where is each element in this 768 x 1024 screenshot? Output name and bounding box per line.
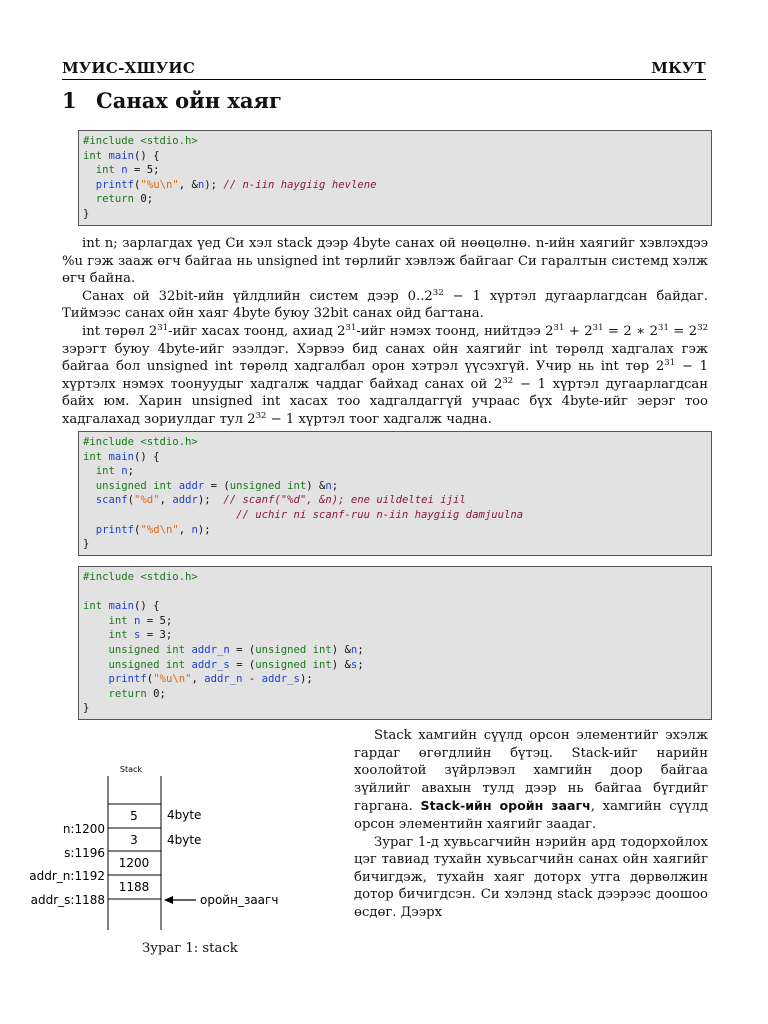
code-token: ) & xyxy=(306,479,326,492)
code-token: main xyxy=(108,149,135,162)
address-label: addr_s:1188 xyxy=(30,893,105,907)
code-token: = 5; xyxy=(127,164,160,177)
code-token xyxy=(83,673,109,685)
code-token xyxy=(83,629,109,641)
code-token: s xyxy=(134,629,141,642)
figure-caption: Зураг 1: stack xyxy=(142,941,238,956)
code-token: int xyxy=(108,614,135,627)
code-line xyxy=(83,658,707,673)
stack-cell-value: 1200 xyxy=(118,856,150,870)
code-token: main xyxy=(108,450,135,463)
stack-title: Stack xyxy=(119,765,143,774)
code-line xyxy=(83,450,707,465)
code-token: ); xyxy=(197,494,224,507)
code-token: , xyxy=(191,673,205,686)
code-token: int xyxy=(95,164,122,177)
stack-pointer-label: оройн_заагч xyxy=(200,893,279,907)
body-text-1 xyxy=(62,235,708,429)
code-token: = ( xyxy=(204,479,230,492)
code-token: "%d\n" xyxy=(140,523,179,536)
code-token: "%u\n" xyxy=(140,178,179,191)
code-token: unsigned int xyxy=(108,643,192,656)
code-line xyxy=(83,687,707,702)
code-line xyxy=(83,701,707,716)
code-token: } xyxy=(83,702,90,715)
code-token: unsigned int xyxy=(255,658,332,671)
code-line xyxy=(83,178,707,193)
code-token: int xyxy=(108,629,135,642)
code-token: ); xyxy=(299,673,313,686)
code-line xyxy=(83,207,707,222)
code-token: , xyxy=(178,523,192,536)
code-token: n xyxy=(134,614,141,627)
code-token: ( xyxy=(127,494,135,507)
code-line xyxy=(83,479,707,494)
code-token xyxy=(83,465,96,477)
code-token: printf xyxy=(95,178,135,191)
code-token xyxy=(83,480,96,492)
code-line xyxy=(83,643,707,658)
stack-cell-value: 1188 xyxy=(118,880,150,894)
address-label: n:1200 xyxy=(62,822,105,836)
code-token: // uchir ni scanf-ruu n-iin haygiig damjuulna xyxy=(236,508,524,521)
code-token xyxy=(83,509,236,521)
cell-size-label: 4byte xyxy=(167,808,202,822)
running-header xyxy=(62,57,706,80)
code-token: addr_s xyxy=(261,673,300,686)
code-token: = ( xyxy=(229,658,256,671)
code-token: // n-iin haygiig hevlene xyxy=(223,178,377,191)
code-token: } xyxy=(83,538,90,551)
code-token xyxy=(83,179,96,191)
code-token: printf xyxy=(95,523,135,536)
code-line xyxy=(83,614,707,629)
code-line xyxy=(83,508,707,523)
code-token: ( xyxy=(134,523,141,536)
pointer-arrow-head xyxy=(164,896,173,904)
code-token: addr_s xyxy=(191,658,230,671)
code-line xyxy=(83,585,707,600)
paragraph: Stack хамгийн сүүлд орсон элементийг эхэлж гардаг өгөгдлийн бүтэц. Stack-ийг нарийн хоолойтой зүйрлэвэл хамгийн доор байгаа зүйлийг авахын тулд дээр нь байгаа бүгдийг гаргана. Stack-ийн оройн заагч, хамгийн сүүлд орсон элементийн хаягийг заадаг. xyxy=(354,728,708,832)
code-token: ; xyxy=(331,479,339,492)
code-token: return xyxy=(108,687,154,700)
code-line xyxy=(83,523,707,538)
code-token: int xyxy=(83,149,109,162)
paragraph: Санах ой 32bit-ийн үйлдлийн систем дээр $0..2^{32} - 1$ хүртэл дугаарлагдсан байдаг. Тиймээс санах ойн хаяг 4byte буюу 32bit санах ойд багтана. xyxy=(62,287,708,322)
code-token: ) & xyxy=(331,658,351,671)
code-line xyxy=(83,464,707,479)
code-token xyxy=(83,659,109,671)
stack-cell-value: 5 xyxy=(130,809,138,823)
code-token xyxy=(83,193,96,205)
code-token: scanf xyxy=(95,494,128,507)
code-line xyxy=(83,628,707,643)
code-token: unsigned int xyxy=(229,479,307,492)
code-line xyxy=(83,163,707,178)
code-token: = 3; xyxy=(140,629,173,642)
code-token xyxy=(83,164,96,176)
code-token: #include <stdio.h> xyxy=(83,135,198,147)
code-token xyxy=(83,524,96,536)
code-token: n xyxy=(325,479,332,492)
code-line xyxy=(83,134,707,149)
stack-figure xyxy=(0,750,340,970)
code-token: = 5; xyxy=(140,614,173,627)
code-token: ( xyxy=(134,178,141,191)
code-token: } xyxy=(83,207,90,220)
code-line xyxy=(83,192,707,207)
paragraph: int n; зарлагдах үед Си хэл stack дээр 4byte санах ой нөөцөлнө. n-ийн хаягийг хэвлэхдээ %u гэж зааж өгч байгаа нь unsigned int төрлийг хэвлэж байгааг Си гаралтын системд хэлж өгч байна. xyxy=(62,236,708,287)
code-token: - xyxy=(242,673,262,686)
code-token: () { xyxy=(134,149,160,162)
code-token: = ( xyxy=(229,643,256,656)
body-text-2 xyxy=(354,727,708,922)
section-title-text: Санах ойн хаяг xyxy=(96,88,282,113)
code-token: main xyxy=(108,600,135,613)
section-heading xyxy=(62,88,282,113)
code-token: addr xyxy=(178,479,205,492)
code-token: () { xyxy=(134,450,160,463)
cell-size-label: 4byte xyxy=(167,833,202,847)
code-token: ); xyxy=(204,178,224,191)
header-right: МКУТ xyxy=(651,59,706,77)
header-left: МУИС-ХШУИС xyxy=(62,59,196,77)
code-token: #include <stdio.h> xyxy=(83,571,198,583)
code-token xyxy=(83,494,96,506)
address-label: addr_n:1192 xyxy=(29,869,105,883)
code-token: "%d" xyxy=(134,494,160,507)
code-block-3 xyxy=(78,566,712,720)
code-token: ; xyxy=(357,658,364,671)
code-block-2 xyxy=(78,431,712,556)
code-token: n xyxy=(121,465,128,478)
code-line xyxy=(83,570,707,585)
code-token: int xyxy=(83,450,109,463)
code-token: "%u\n" xyxy=(153,673,192,686)
code-token: // scanf("%d", &n); ene uildeltei ijil xyxy=(223,494,466,507)
code-line xyxy=(83,537,707,552)
code-token xyxy=(83,644,109,656)
code-token: addr_n xyxy=(191,643,230,656)
code-line xyxy=(83,493,707,508)
code-line xyxy=(83,435,707,450)
paragraph: int төрөл $2^{31}$-ийг хасах тоонд, ахиад $2^{31}$-ийг нэмэх тоонд, нийтдээ $2^{31} + 2^{31} = 2$ ∗ $2^{31} = 2^{32}$ зэрэгт буюу 4byte-ийг эзэлдэг. Хэрвээ бид санах ойн хаягийг int төрөлд хадгалах гэж байгаа бол unsigned int төрөлд хадгалбал орон хэтрэл үүсэхгүй. Учир нь int төр $2^{31} - 1$ хүртэлх нэмэх тоонуудыг хадгалж чаддаг байхад санах ой $2^{32} - 1$ хүртэл дугаарлагдсан байх юм. Харин unsigned int хасах тоо хадгалдаггүй учраас бүх 4byte-ийг эерэг тоо хадгалахад зориулдаг тул $2^{32} - 1$ хүртэл тоог хадгалж чадна. xyxy=(62,322,709,427)
code-token: () { xyxy=(134,600,160,613)
code-block-1 xyxy=(78,130,712,226)
code-token: ; xyxy=(127,465,135,478)
code-token: unsigned int xyxy=(95,479,179,492)
code-token: addr_n xyxy=(204,673,243,686)
code-token: ) & xyxy=(331,643,351,656)
code-token: printf xyxy=(108,673,147,686)
code-token: addr xyxy=(172,494,198,507)
code-token: 0; xyxy=(153,687,166,700)
code-token: s xyxy=(350,658,358,671)
code-token: ( xyxy=(146,673,154,686)
section-number: 1 xyxy=(62,88,77,113)
paragraph: Зураг 1-д хувьсагчийн нэрийн ард тодорхойлох цэг тавиад тухайн хувьсагчийн санах ойн хаягийг бичигдэж, тухайн хаяг доторх утга дөрвөлжин дотор бичигдсэн. Си хэлэнд stack дээрээс доошоо өсдөг. Дээрх xyxy=(354,834,708,920)
code-token: return xyxy=(95,193,141,206)
code-line xyxy=(83,149,707,164)
code-token: ; xyxy=(357,643,364,656)
code-token: int xyxy=(95,465,122,478)
code-token: #include <stdio.h> xyxy=(83,436,198,448)
code-line xyxy=(83,672,707,687)
code-token: , & xyxy=(178,178,198,191)
stack-cell-value: 3 xyxy=(130,833,138,847)
code-token: ); xyxy=(197,523,211,536)
code-token: unsigned int xyxy=(255,643,332,656)
code-line xyxy=(83,599,707,614)
code-token xyxy=(83,688,109,700)
code-token: unsigned int xyxy=(108,658,192,671)
code-token: , xyxy=(159,494,173,507)
code-token xyxy=(83,615,109,627)
code-token: n xyxy=(191,523,198,536)
code-token: n xyxy=(350,643,358,656)
stack-diagram xyxy=(0,750,340,950)
code-token: n xyxy=(197,178,205,191)
code-token: int xyxy=(83,600,109,613)
code-token: 0; xyxy=(140,193,154,206)
code-token: n xyxy=(121,164,128,177)
address-label: s:1196 xyxy=(64,846,105,860)
